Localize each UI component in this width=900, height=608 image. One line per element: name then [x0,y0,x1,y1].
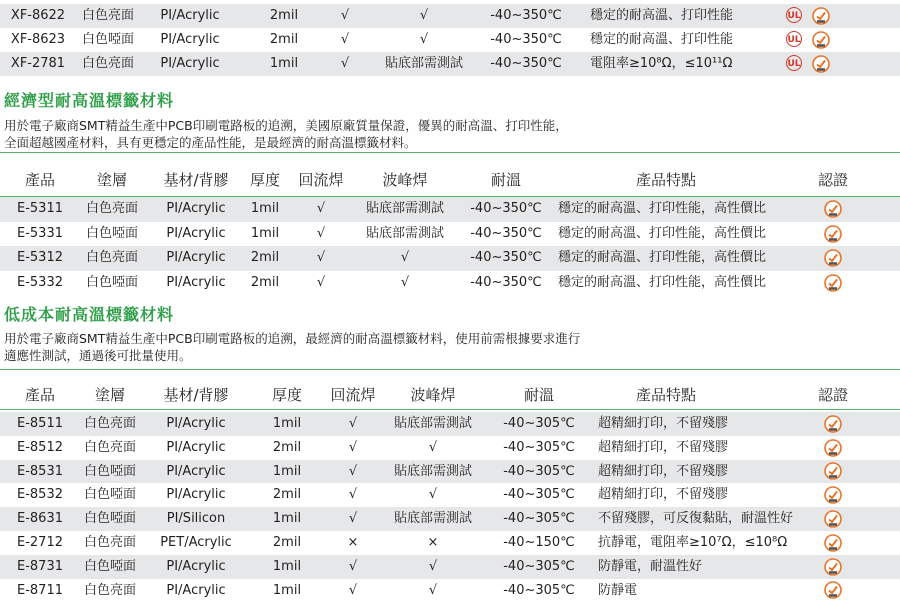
cell-feature: 超精細打印，不留殘膠 [598,416,729,431]
cell-feature: 穩定的耐高溫、打印性能，高性價比 [558,201,767,216]
table-header-row [0,165,900,195]
cell-base: PI/Acrylic [166,463,226,479]
cell-base: PET/Acrylic [160,535,232,550]
table-row [0,531,900,555]
cell-base: PI/Acrylic [166,201,226,216]
cell-wave: √ [428,439,438,455]
cell-temp: -40~350℃ [490,8,562,23]
cell-wave: 貼底部需測試 [384,56,464,71]
header-code: 產品 [24,171,56,189]
ul-cert-icon: UL [786,7,802,23]
cell-thick: 1mil [272,463,302,479]
table-row [0,507,900,531]
cell-reflow: √ [348,511,358,527]
header-cert: 認證 [817,386,849,404]
cell-code: E-2712 [17,535,63,550]
header-base: 基材/背膠 [163,171,229,189]
cell-reflow: √ [348,582,358,598]
quality-cert-icon [824,581,842,599]
quality-cert-icon [824,558,842,576]
cell-temp: -40~305℃ [503,582,575,598]
cell-thick: 2mil [272,439,302,455]
divider-line [0,369,900,370]
cell-reflow: × [347,535,359,550]
section-description-line: 用於電子廠商SMT精益生產中PCB印刷電路板的追溯，美國原廠質量保證，優異的耐高溫、打印性能， [4,118,568,133]
cell-thick: 2mil [269,32,299,47]
cell-code: XF-8622 [10,8,66,23]
cell-reflow: √ [340,32,350,47]
cell-temp: -40~150℃ [503,535,575,550]
quality-cert-icon [824,486,842,504]
cell-thick: 2mil [250,274,280,290]
cell-feature: 超精細打印，不留殘膠 [598,487,729,503]
cell-coat: 白色啞面 [85,274,139,290]
cell-coat: 白色亮面 [85,201,139,216]
cell-reflow: √ [348,439,358,455]
cell-base: PI/Acrylic [166,274,226,290]
cell-reflow: √ [348,416,358,431]
cell-base: PI/Acrylic [160,8,220,23]
cell-reflow: √ [348,487,358,503]
cell-coat: 白色啞面 [81,32,135,47]
header-code: 產品 [24,386,56,404]
cell-wave: 貼底部需測試 [365,225,445,241]
cell-base: PI/Acrylic [166,250,226,265]
cell-temp: -40~350℃ [490,32,562,47]
cell-code: E-5311 [17,201,63,216]
cell-thick: 2mil [269,8,299,23]
cell-wave: 貼底部需測試 [393,416,473,431]
table-header-row [0,380,900,410]
section-description-line: 用於電子廠商SMT精益生產中PCB印刷電路板的追溯，最經濟的耐高溫標籤材料，使用前需根據要求進行 [4,331,581,346]
quality-cert-icon [824,510,842,528]
quality-cert-icon [824,415,842,433]
table-row [0,222,900,247]
header-temp: 耐溫 [490,171,522,189]
quality-cert-icon [824,534,842,552]
table-row [0,436,900,460]
quality-cert-icon [824,462,842,480]
cell-coat: 白色啞面 [83,511,137,527]
cell-base: PI/Acrylic [166,582,226,598]
cell-wave: √ [428,582,438,598]
cell-base: PI/Acrylic [166,439,226,455]
cell-coat: 白色亮面 [85,250,139,265]
cell-code: E-8531 [17,463,63,479]
cell-wave: √ [419,8,429,23]
cell-wave: √ [400,250,410,265]
section-description-line: 適應性測試，通過後可批量使用。 [4,348,192,363]
cell-temp: -40~305℃ [503,487,575,503]
cell-wave: × [427,535,439,550]
cell-feature: 超精細打印，不留殘膠 [598,463,729,479]
ul-cert-icon: UL [786,55,802,71]
cell-wave: √ [400,274,410,290]
table-row [0,52,900,76]
cell-wave: 貼底部需測試 [393,463,473,479]
cell-code: E-8512 [17,439,63,455]
table-row [0,4,900,28]
section-description-line: 全面超越國產材料，具有更穩定的產品性能，是最經濟的耐高溫標籤材料。 [4,135,417,150]
cell-temp: -40~305℃ [503,511,575,527]
quality-cert-icon [824,249,842,267]
cell-coat: 白色啞面 [85,225,139,241]
table-row [0,579,900,603]
cell-feature: 防靜電 [598,582,638,598]
cell-base: PI/Acrylic [160,56,220,71]
table-row [0,197,900,222]
cell-code: XF-2781 [10,56,66,71]
cell-base: PI/Acrylic [160,32,220,47]
header-base: 基材/背膠 [163,386,229,404]
cell-feature: 穩定的耐高溫、打印性能，高性價比 [558,225,767,241]
cell-wave: √ [428,558,438,574]
cell-thick: 1mil [272,416,302,431]
quality-cert-icon [824,439,842,457]
cell-thick: 2mil [250,250,280,265]
cell-feature: 不留殘膠，可反復黏貼，耐溫性好 [598,511,794,527]
cell-base: PI/Acrylic [166,558,226,574]
cell-code: E-8711 [17,582,63,598]
header-thick: 厚度 [249,171,281,189]
cell-temp: -40~305℃ [503,558,575,574]
cell-code: E-8511 [17,416,63,431]
cell-coat: 白色啞面 [83,463,137,479]
header-wave: 波峰焊 [382,171,428,189]
cell-feature: 防靜電，耐溫性好 [598,558,703,574]
cell-thick: 2mil [272,535,302,550]
table-row [0,555,900,579]
cell-feature: 抗靜電，電阻率≥10⁷Ω，≤10⁸Ω [598,535,788,550]
table-row [0,460,900,484]
header-cert: 認證 [817,171,849,189]
cell-code: E-8731 [17,558,63,574]
cell-reflow: √ [348,463,358,479]
cell-reflow: √ [340,8,350,23]
quality-cert-icon [824,274,842,292]
quality-cert-icon [812,55,830,73]
cell-coat: 白色亮面 [83,439,137,455]
cell-thick: 1mil [250,225,280,241]
cell-coat: 白色亮面 [83,416,137,431]
cell-base: PI/Acrylic [166,487,226,503]
divider-line [0,152,900,153]
table-row [0,28,900,52]
cell-temp: -40~305℃ [503,416,575,431]
cell-coat: 白色亮面 [81,56,135,71]
quality-cert-icon [812,31,830,49]
header-reflow: 回流焊 [298,171,344,189]
cell-code: XF-8623 [10,32,66,47]
cell-thick: 1mil [272,582,302,598]
table-row [0,271,900,296]
cell-code: E-5332 [17,274,63,290]
cell-temp: -40~305℃ [503,463,575,479]
cell-feature: 超精細打印，不留殘膠 [598,439,729,455]
cell-thick: 1mil [272,558,302,574]
table-row [0,483,900,507]
divider-line [0,409,900,410]
header-feature: 產品特點 [635,386,697,404]
cell-temp: -40~305℃ [503,439,575,455]
cell-coat: 白色亮面 [83,535,137,550]
ul-cert-icon: UL [786,31,802,47]
table-row [0,246,900,271]
cell-temp: -40~350℃ [470,225,542,241]
cell-feature: 電阻率≥10⁸Ω，≤10¹¹Ω [590,56,733,71]
cell-code: E-8532 [17,487,63,503]
cell-wave: √ [428,487,438,503]
cell-thick: 1mil [272,511,302,527]
cell-wave: 貼底部需測試 [365,201,445,216]
section-title: 低成本耐高溫標籤材料 [4,305,175,324]
cell-feature: 穩定的耐高溫、打印性能 [590,8,734,23]
header-reflow: 回流焊 [330,386,376,404]
header-coat: 塗層 [96,171,128,189]
cell-reflow: √ [340,56,350,71]
cell-feature: 穩定的耐高溫、打印性能，高性價比 [558,250,767,265]
header-thick: 厚度 [271,386,303,404]
cell-coat: 白色亮面 [81,8,135,23]
cell-feature: 穩定的耐高溫、打印性能，高性價比 [558,274,767,290]
cell-temp: -40~350℃ [490,56,562,71]
section-title: 經濟型耐高溫標籤材料 [4,91,175,110]
cell-wave: √ [419,32,429,47]
cell-coat: 白色亮面 [83,582,137,598]
header-feature: 產品特點 [635,171,697,189]
cell-reflow: √ [316,225,326,241]
cell-wave: 貼底部需測試 [393,511,473,527]
header-coat: 塗層 [94,386,126,404]
cell-temp: -40~350℃ [470,274,542,290]
quality-cert-icon [824,200,842,218]
cell-code: E-5312 [17,250,63,265]
cell-base: PI/Acrylic [166,416,226,431]
cell-reflow: √ [316,274,326,290]
cell-thick: 2mil [272,487,302,503]
cell-reflow: √ [316,201,326,216]
cell-thick: 1mil [250,201,280,216]
cell-temp: -40~350℃ [470,250,542,265]
cell-reflow: √ [348,558,358,574]
table-row [0,412,900,436]
header-wave: 波峰焊 [410,386,456,404]
cell-code: E-5331 [17,225,63,241]
cell-temp: -40~350℃ [470,201,542,216]
cell-base: PI/Silicon [166,511,226,527]
header-temp: 耐溫 [523,386,555,404]
cell-coat: 白色啞面 [83,487,137,503]
cell-thick: 1mil [269,56,299,71]
cell-reflow: √ [316,250,326,265]
quality-cert-icon [812,7,830,25]
cell-coat: 白色啞面 [83,558,137,574]
cell-code: E-8631 [17,511,63,527]
cell-base: PI/Acrylic [166,225,226,241]
cell-feature: 穩定的耐高溫、打印性能 [590,32,734,47]
quality-cert-icon [824,225,842,243]
